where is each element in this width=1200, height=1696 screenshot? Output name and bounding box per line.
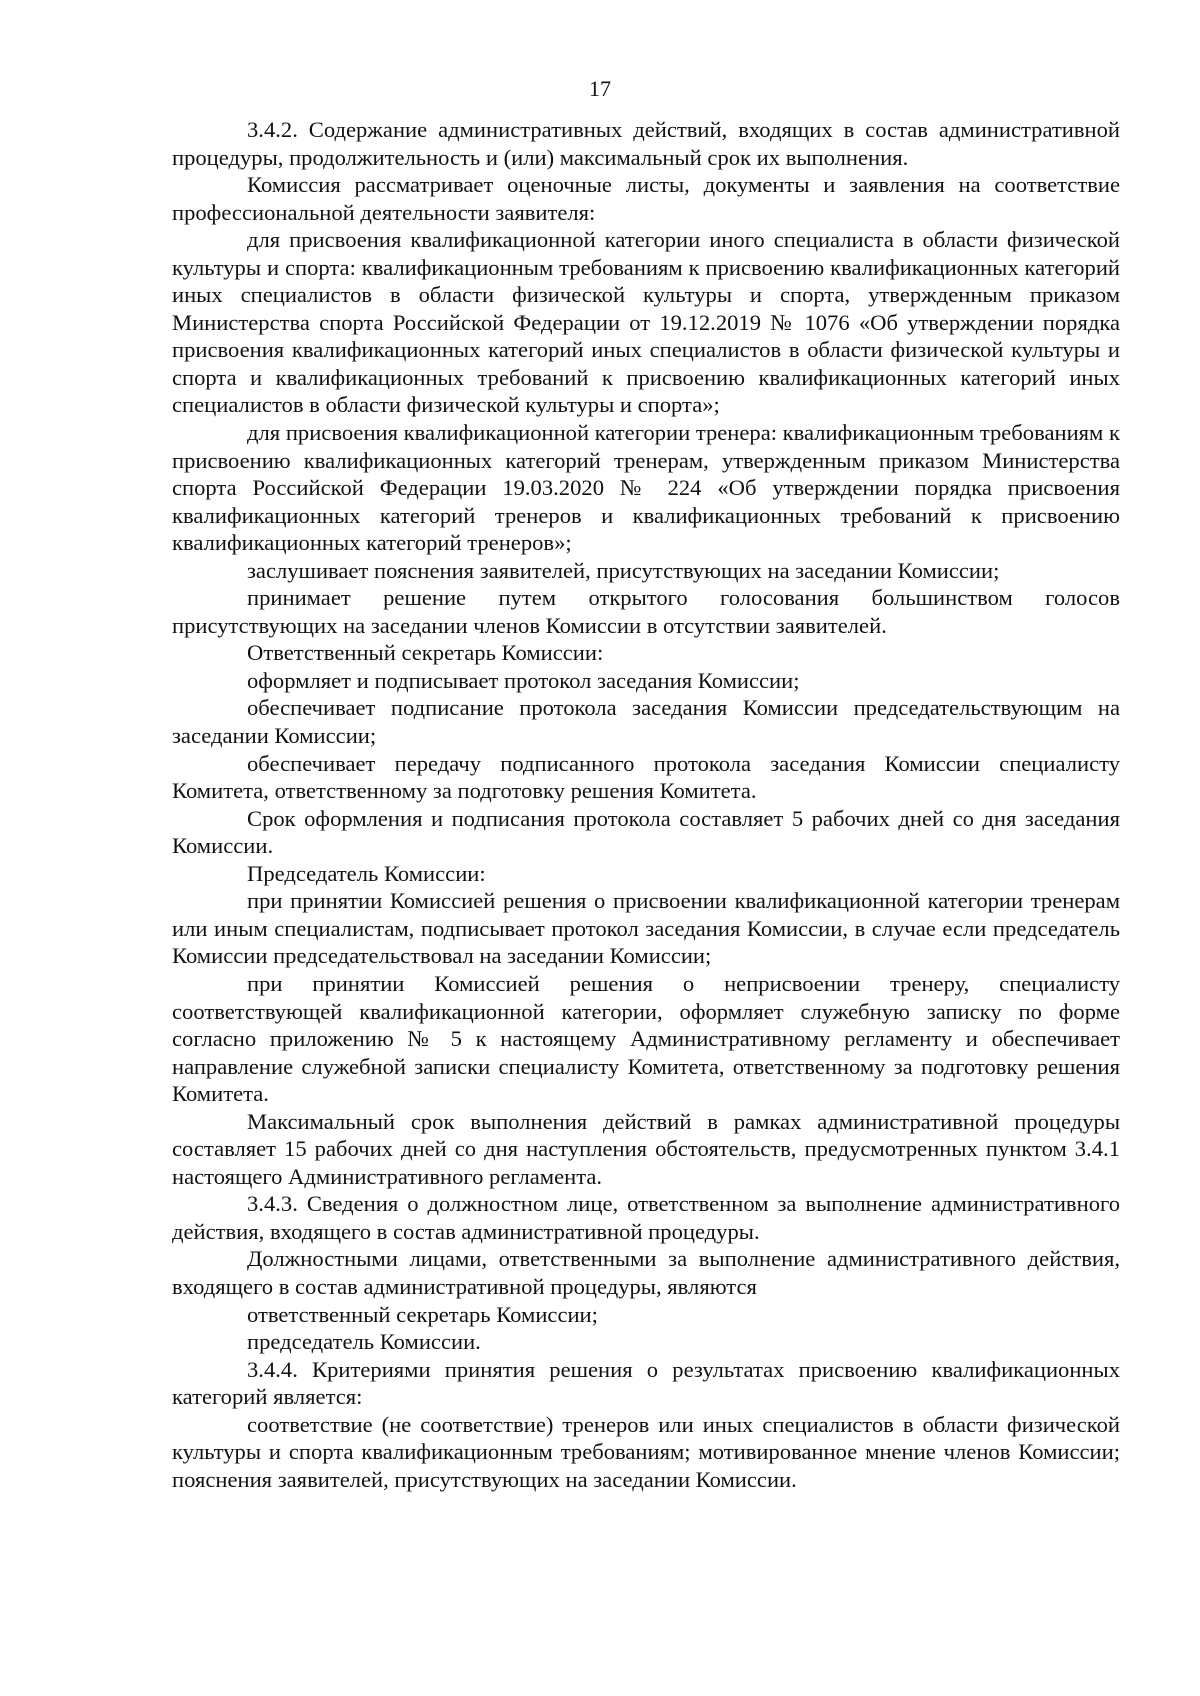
paragraph-commission-reviews: Комиссия рассматривает оценочные листы, документы и заявления на соответствие профессиональной деятельности заявителя:	[172, 172, 1120, 225]
paragraph-3-4-3-heading: 3.4.3. Сведения о должностном лице, ответственном за выполнение административного действия, входящего в состав административной процедуры.	[172, 1191, 1120, 1244]
paragraph-3-4-4-heading: 3.4.4. Критериями принятия решения о результатах присвоению квалификационных категорий является:	[172, 1356, 1120, 1410]
paragraph-chairman-signs: при принятии Комиссией решения о присвоении квалификационной категории тренерам или иным специалистам, подписывает протокол заседания Комиссии, в случае если председатель Комиссии председательствовал на заседании Комиссии;	[172, 888, 1120, 969]
paragraph-hears-explanations: заслушивает пояснения заявителей, присутствующих на заседании Комиссии;	[247, 557, 1000, 583]
paragraph-secretary-signs: оформляет и подписывает протокол заседания Комиссии;	[247, 667, 800, 693]
paragraph-criteria: соответствие (не соответствие) тренеров или иных специалистов в области физической культуры и спорта квалификационным требованиям; мотивированное мнение членов Комиссии; пояснения заявителей, присутствующих на заседании Комиссии.	[172, 1411, 1120, 1492]
document-body	[172, 116, 1120, 1493]
paragraph-chairman-heading: Председатель Комиссии:	[247, 860, 486, 886]
paragraph-makes-decision: принимает решение путем открытого голосования большинством голосов присутствующих на заседании членов Комиссии в отсутствии заявителей.	[172, 585, 1120, 638]
paragraph-chairman-memo: при принятии Комиссией решения о неприсвоении тренеру, специалисту соответствующей квалификационной категории, оформляет служебную записку по форме согласно приложению № 5 к настоящему Административному регламенту и обеспечивает направление служебной записки специалисту Комитета, ответственному за подготовку решения Комитета.	[172, 970, 1120, 1107]
paragraph-secretary-transfers: обеспечивает передачу подписанного протокола заседания Комиссии специалисту Комитета, ответственному за подготовку решения Комитета.	[172, 750, 1120, 804]
paragraph-official-chairman: председатель Комиссии.	[247, 1329, 481, 1355]
paragraph-other-specialist-requirements: для присвоения квалификационной категории иного специалиста в области физической культуры и спорта: квалификационным требованиям к присвоению квалификационных категорий иных специалистов в области физической культуры и спорта, утвержденным приказом Министерства спорта Российской Федерации от 19.12.2019 № 1076 «Об утверждении порядка присвоения квалификационных категорий иных специалистов в области физической культуры и спорта и квалификационных требований к присвоению квалификационных категорий иных специалистов в области физической культуры и спорта»;	[172, 227, 1120, 418]
paragraph-officials: Должностными лицами, ответственными за выполнение административного действия, входящего в состав административной процедуры, являются	[172, 1246, 1120, 1299]
paragraph-secretary-heading: Ответственный секретарь Комиссии:	[247, 640, 604, 666]
paragraph-official-secretary: ответственный секретарь Комиссии;	[247, 1301, 598, 1327]
paragraph-max-term: Максимальный срок выполнения действий в рамках административной процедуры составляет 15 рабочих дней со дня наступления обстоятельств, предусмотренных пунктом 3.4.1 настоящего Административного регламента.	[172, 1108, 1120, 1189]
page-number: 17	[589, 76, 611, 101]
paragraph-coach-requirements: для присвоения квалификационной категории тренера: квалификационным требованиям к присвоению квалификационных категорий тренерам, утвержденным приказом Министерства спорта Российской Федерации 19.03.2020 № 224 «Об утверждении порядка присвоения квалификационных категорий тренеров и квалификационных требований к присвоению квалификационных категорий тренеров»;	[172, 420, 1120, 556]
paragraph-3-4-2-heading: 3.4.2. Содержание административных действий, входящих в состав административной процедуры, продолжительность и (или) максимальный срок их выполнения.	[172, 117, 1120, 170]
paragraph-protocol-deadline: Срок оформления и подписания протокола составляет 5 рабочих дней со дня заседания Комиссии.	[172, 805, 1120, 859]
paragraph-secretary-ensures-signing: обеспечивает подписание протокола заседания Комиссии председательствующим на заседании Комиссии;	[172, 695, 1120, 749]
